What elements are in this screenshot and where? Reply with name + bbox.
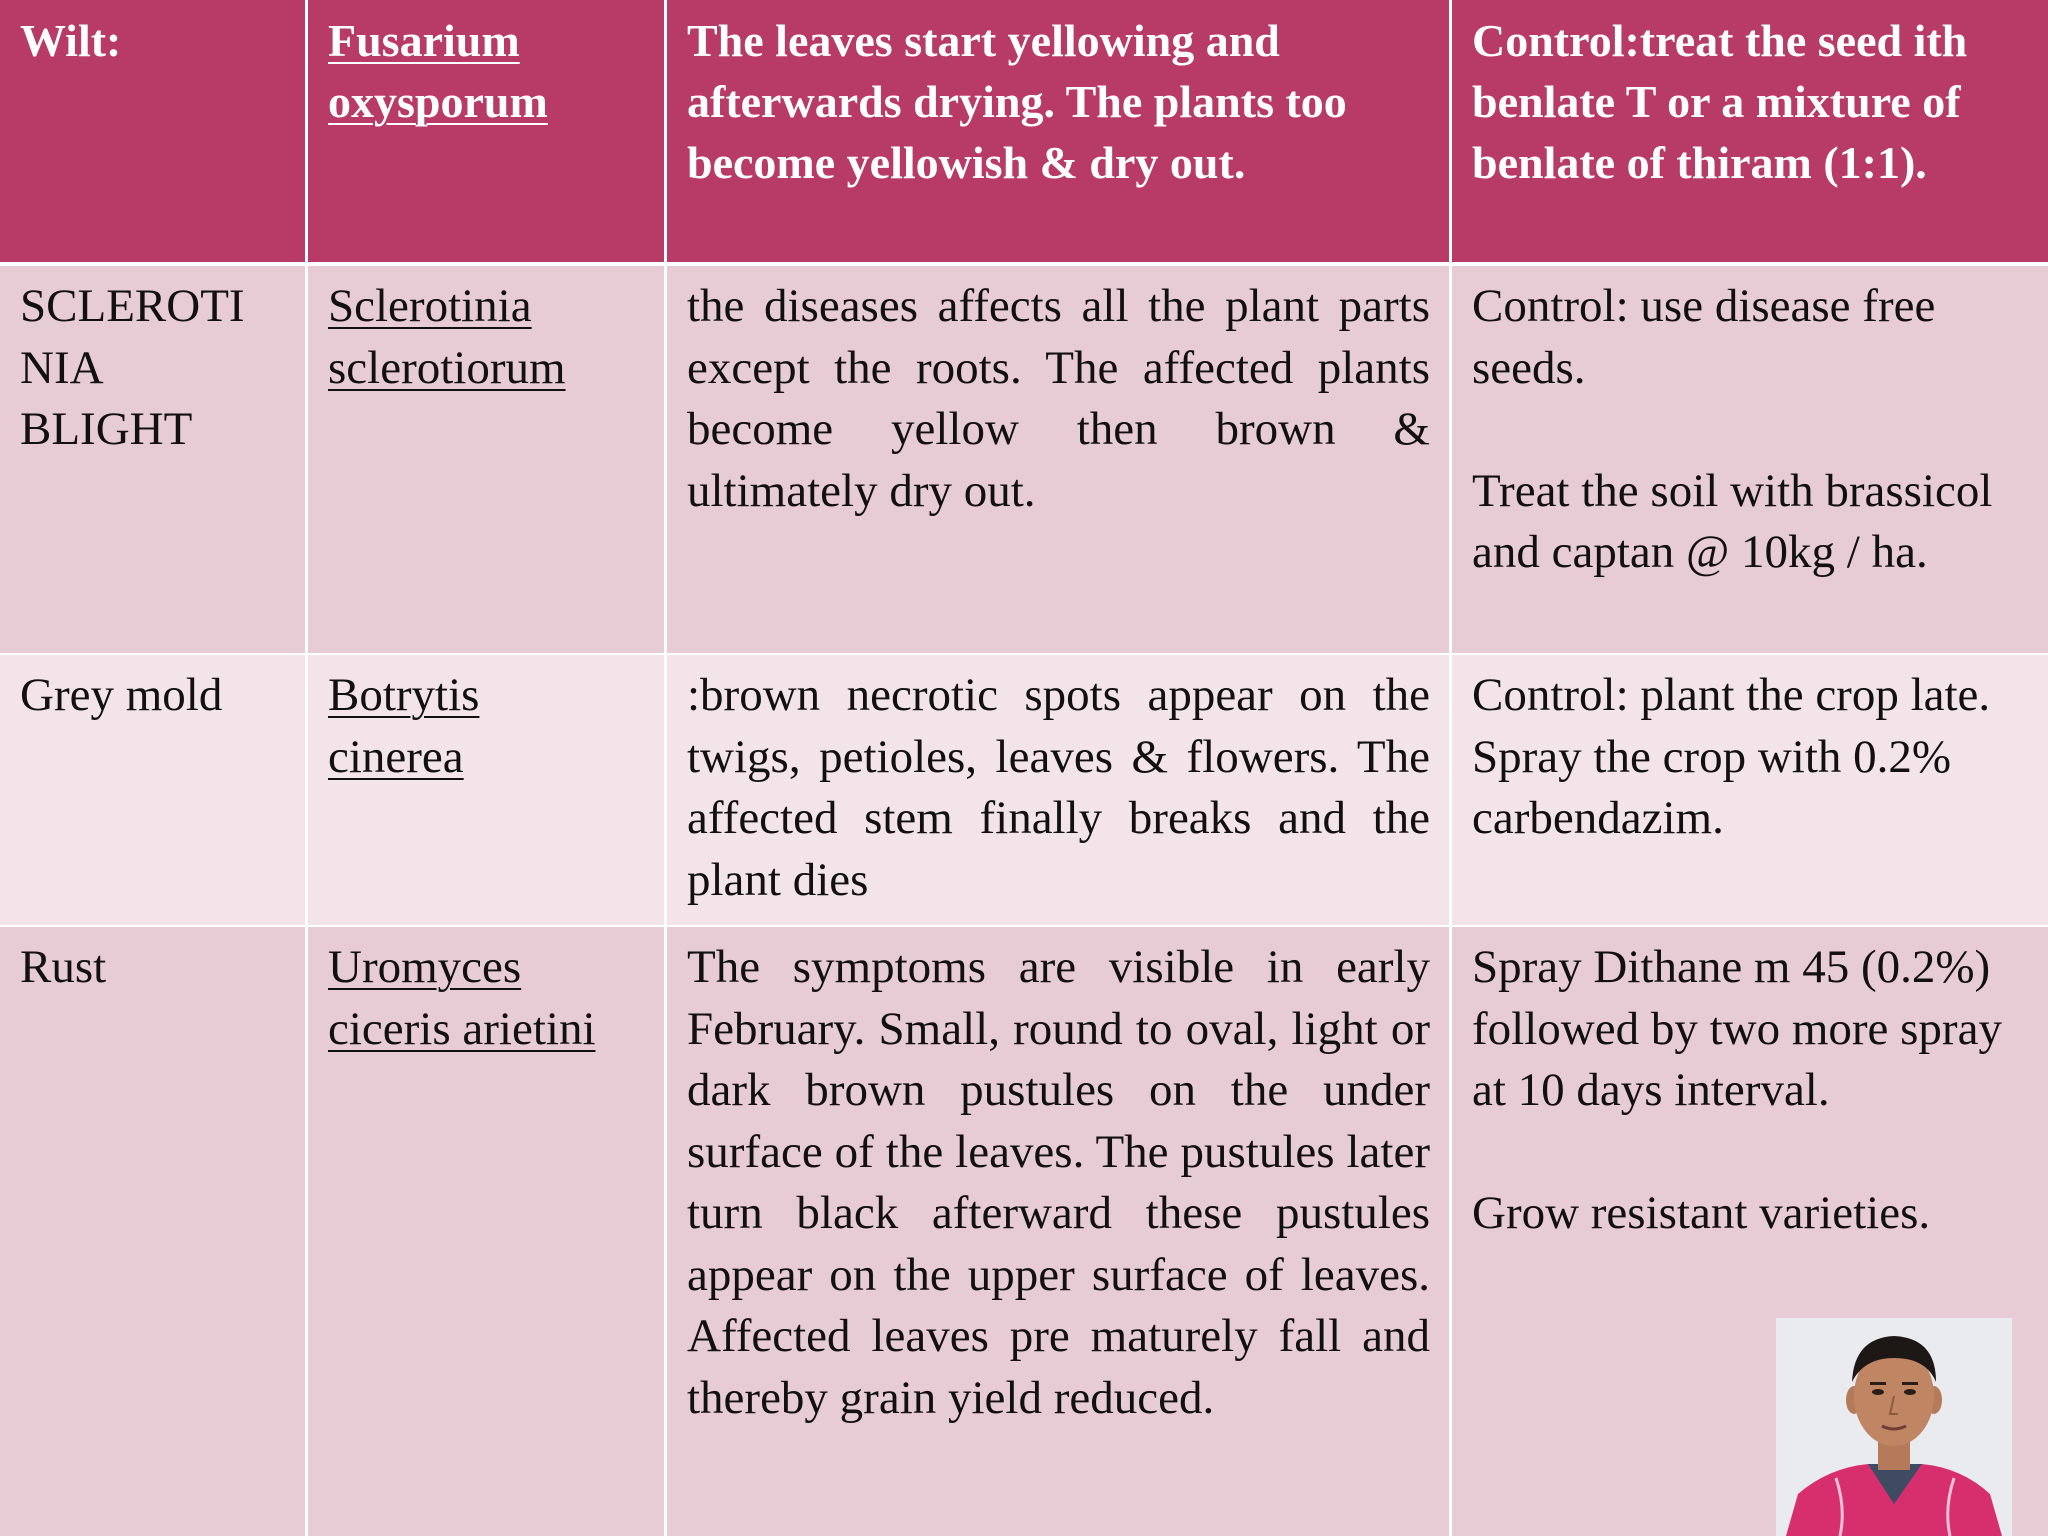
symptoms-cell [667, 927, 1450, 1536]
pathogen-species: cinerea [328, 730, 464, 783]
pathogen-species: sclerotiorum [328, 341, 566, 394]
pathogen-cell [308, 655, 665, 925]
control-text: Grow resistant varieties. [1472, 1187, 1931, 1239]
symptoms-text: the diseases affects all the plant parts except the roots. The affected plants become yellow then brown & ultimately dry out. [687, 280, 1430, 517]
column-divider [1449, 0, 1452, 1536]
control-text: Control: plant the crop late. Spray the crop with 0.2% carbendazim. [1472, 669, 1991, 844]
column-divider [305, 0, 308, 1536]
author-photo [1776, 1318, 2012, 1536]
pathogen-cell [308, 266, 665, 653]
pathogen-species: ciceris arietini [328, 1002, 596, 1055]
column-divider [664, 0, 667, 1536]
symptoms-cell [667, 266, 1450, 653]
pathogen-genus: Sclerotinia [328, 280, 532, 332]
disease-name: Grey mold [20, 669, 223, 721]
header-symptoms: The leaves start yellowing and afterwards drying. The plants too become yellowish & dry out. [687, 15, 1347, 188]
control-text: Control: use disease free seeds. [1472, 280, 1936, 394]
disease-cell [0, 655, 306, 925]
header-disease: Wilt: [20, 15, 122, 66]
header-control-cell [1452, 0, 2048, 262]
symptoms-cell [667, 655, 1450, 925]
disease-name-line: NIA [20, 341, 104, 394]
control-text: Treat the soil with brassicol and captan @ 10kg / ha. [1472, 464, 1993, 578]
header-disease-cell [0, 0, 306, 262]
header-pathogen-line1: Fusarium [328, 15, 520, 66]
header-pathogen-line2: oxysporum [328, 76, 548, 127]
symptoms-text: The symptoms are visible in early February. Small, round to oval, light or dark brown pustules on the under surface of the leaves. The pustules later turn black afterward these pustules appear on the upper surface of leaves. Affected leaves pre maturely fall and thereby grain yield reduced. [687, 941, 1430, 1424]
control-cell [1452, 655, 2048, 925]
pathogen-genus: Botrytis [328, 669, 480, 721]
pathogen-genus: Uromyces [328, 941, 522, 993]
disease-name-line: SCLEROTI [20, 280, 245, 332]
header-pathogen-cell [308, 0, 665, 262]
control-text: Spray Dithane m 45 (0.2%) followed by two more spray at 10 days interval. [1472, 941, 2002, 1116]
disease-name-line: BLIGHT [20, 403, 193, 455]
header-control: Control:treat the seed ith benlate T or a mixture of benlate of thiram (1:1). [1472, 15, 1968, 188]
control-cell [1452, 266, 2048, 653]
symptoms-text: :brown necrotic spots appear on the twigs, petioles, leaves & flowers. The affected stem finally breaks and the plant dies [687, 669, 1430, 906]
disease-cell [0, 266, 306, 653]
disease-cell [0, 927, 306, 1536]
pathogen-cell [308, 927, 665, 1536]
disease-name: Rust [20, 941, 107, 993]
header-symptoms-cell [667, 0, 1450, 262]
